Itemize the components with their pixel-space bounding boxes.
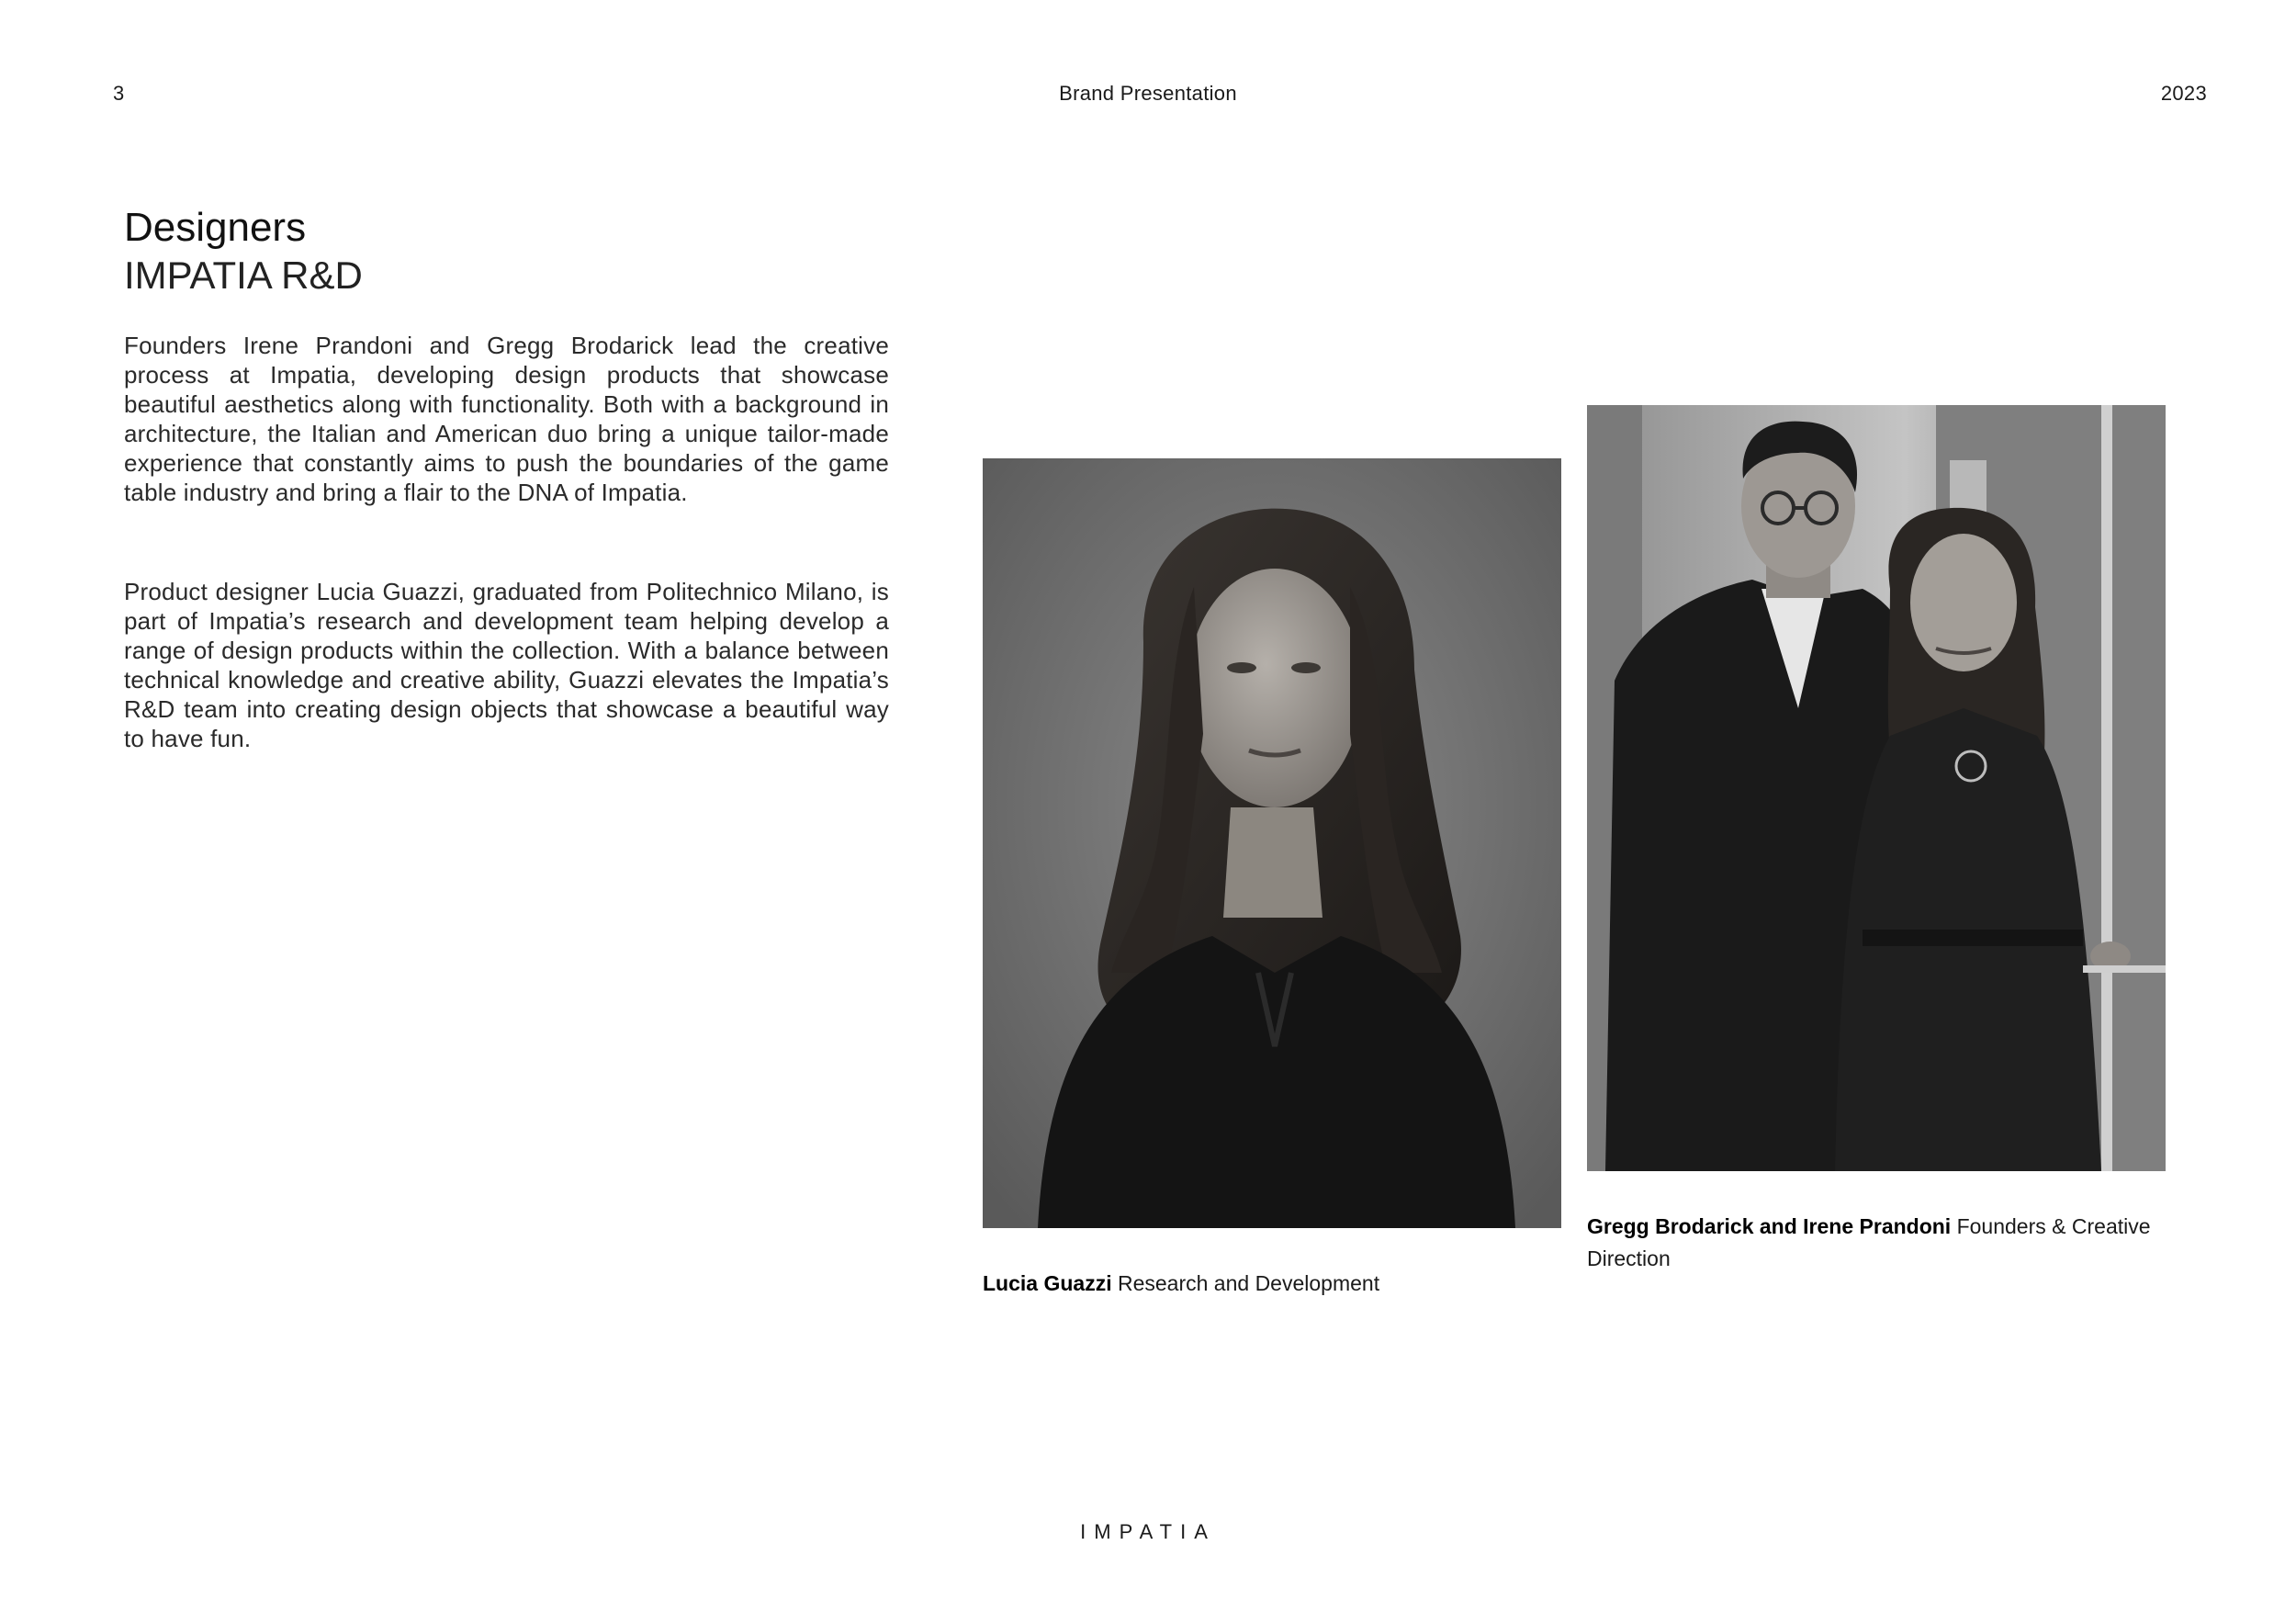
founders-names: Gregg Brodarick and Irene Prandoni (1587, 1214, 1952, 1238)
section-title: Designers (124, 205, 307, 250)
lucia-role: Research and Development (1117, 1271, 1380, 1295)
document-year: 2023 (2160, 82, 2207, 105)
lucia-caption (983, 1268, 1589, 1300)
lucia-name: Lucia Guazzi (983, 1271, 1112, 1295)
founders-caption (1587, 1211, 2193, 1275)
section-subtitle: IMPATIA R&D (124, 254, 363, 297)
founders-paragraph: Founders Irene Prandoni and Gregg Brodarick lead the creative process at Impatia, developing design products that showcase beautiful aesthetics along with functionality. Both with a background in architecture, the Italian and American duo bring a unique tailor-made experience that constantly aims to push the boundaries of the game table industry and bring a flair to the DNA of Impatia. (124, 332, 889, 506)
founders-photo (1587, 405, 2166, 1171)
founders-role: Founders & Creative Direction (1587, 1214, 2151, 1270)
page-number: 3 (113, 82, 125, 105)
impatia-logo: IMPATIA (1080, 1520, 1216, 1543)
lucia-guazzi-photo (983, 458, 1561, 1228)
document-title: Brand Presentation (1059, 82, 1237, 105)
designer-paragraph: Product designer Lucia Guazzi, graduated from Politechnico Milano, is part of Impatia’s research and development team helping develop a range of design products within the collection. With a balance between technical knowledge and creative ability, Guazzi elevates the Impatia’s R&D team into creating design objects that showcase a beautiful way to have fun. (124, 578, 889, 752)
section-heading (124, 204, 905, 299)
